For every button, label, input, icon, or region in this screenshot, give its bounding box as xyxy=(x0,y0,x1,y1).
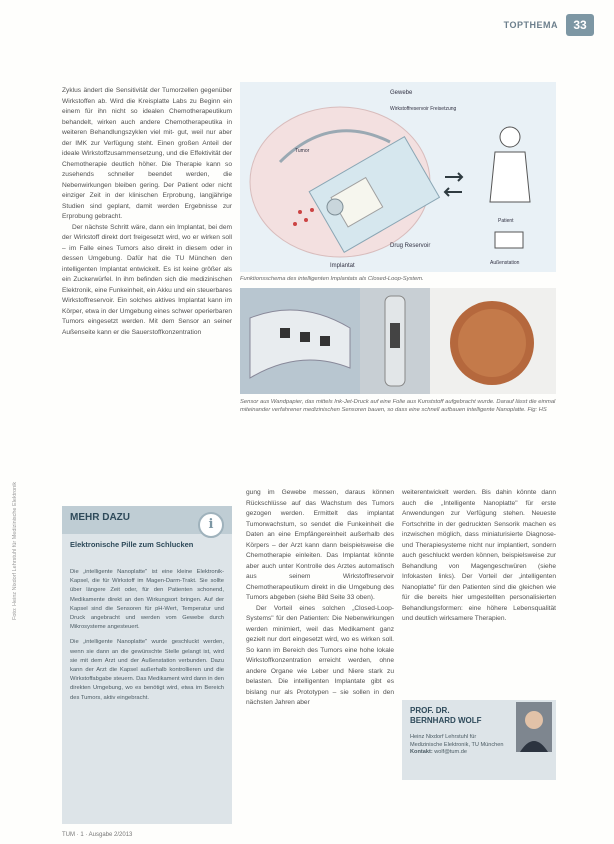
paragraph: Der nächste Schritt wäre, dann ein Implantat, bei dem der Wirkstoff direkt dort freigesetzt wird, wo er wirken soll – im Falle eines Tumors also direkt in diesem oder in dessen Umgebung. Dafür hat die TU München den intelligenten Implantat entwickelt. Es ist keine größer als ein Zuckerwürfel. In ihm befinden sich die medizinischen Elektronik, eine Funkeinheit, ein Akku und ein steuerbares Wirkstoffreservoir. Ein solches aktives Implantat kann im Körper, etwa in der Umgebung eines schwer operierbaren Tumors eingesetzt werden. Mit dem Sensor an seiner Außenseite kann er die Sauerstoffkonzentration xyxy=(62,223,232,336)
section-label: TOPTHEMA xyxy=(503,20,558,30)
article-column-3 xyxy=(402,488,556,672)
diagram-label-patient: Patient xyxy=(498,218,514,224)
paragraph: gung im Gewebe messen, daraus können Rückschlüsse auf das Wachstum des Tumors gezogen werden. Ermittelt das implantat Tumorwachstum, so sendet die Funkeinheit die Daten an eine Empfängereinheit außerhalb des Körpers – der Arzt kann dann beispielsweise die Chemotherapie einleiten. Das Implantat könnte aber auch unter Kontrolle des Arztes automatisch aus seinem Wirkstoffreservoir Chemotherapeutikum direkt in die Umgebung des Tumors abgeben (siehe Bild Seite 33 oben). xyxy=(246,489,394,601)
diagram-label-top: Gewebe xyxy=(390,90,413,96)
info-box-text xyxy=(70,568,224,709)
page-number-badge: 33 xyxy=(566,14,594,36)
diagram-label-tumor: Tumor xyxy=(295,148,310,154)
author-photo xyxy=(516,702,552,752)
sensor-photos-svg xyxy=(240,288,556,394)
author-details xyxy=(410,734,510,757)
author-title: PROF. DR. xyxy=(410,706,450,715)
figure-2-caption: Sensor aus Wandpapier, das mittels Ink-Jet-Druck auf eine Folie aus Kunststoff aufgebracht wurde. Darauf lässt die einmal miteinander verfahrener medizinischen Sensoren bauen, so dass eine schnell aufbauen intelligente Nanoplatte. Fig: HS xyxy=(240,399,556,413)
sensor-photos xyxy=(240,288,556,394)
figure-1-caption: Funktionsschema des intelligenten Implantats als Closed-Loop-System. xyxy=(240,276,424,282)
diagram-label-drug: Drug Reservoir xyxy=(390,243,431,249)
article-column-2 xyxy=(246,488,394,828)
info-icon: i xyxy=(198,512,224,538)
paragraph: Zyklus ändert die Sensitivität der Tumorzellen gegenüber Wirkstoffen ab. Wird die Kreisplatte Labs zu Beginn ein einem für ihn nicht so idealen Chemotherapeutikum behandelt, wirken auch andere Chemotherapeutika in weiteren Behandlungszyklen viel mit- gut, weil nur aber der IMK zur Verfügung steht. Einen großen Anteil der ideale Wirkstoffzusammensetzung, und die Effektivität der Chemotherapie deutlich höher. Die Therapie kann so zusehends schneller beendet werden, die Nebenwirkungen bleiben gering. Der Patient oder nicht einziger Zeit in der klinischen Erprobung, langjährige Studien sind geplant, damit werden Ergebnisse zur Erprobung gebracht. xyxy=(62,87,232,220)
diagram-label-bottom: Implantat xyxy=(330,263,355,269)
paragraph: weiterentwickelt werden. Bis dahin könnte dann auch die „Intelligente Nanoplatte" für erste Anwendungen zur Verfügung stehen. Neueste Fortschritte in der gedruckten Sensorik machen es inzwischen möglich, dass miniaturisierte Diagnose- und Therapiesysteme nicht nur implantiert, sondern auch geschluckt werden können, beispielsweise zur Behandlung von Magengeschwüren (siehe Infokasten links). Der Vorteil der „intelligenten Nanoplatte" für den Patienten sind die gleichen wie für die bereits hier umgestellten personalisierten Behandlungsformen: eine höhere Lebensqualität und deutlich wirksamere Therapien. xyxy=(402,489,556,622)
paragraph: Der Vorteil eines solchen „Closed-Loop-Systems" für den Patienten: Die Nebenwirkungen werden minimiert, weil das Medikament ganz gezielt nur dort eingesetzt wird, wo es wirken soll. So kann im Bereich des Tumors eine hohe lokale Wirkstoffkonzentration erreicht werden, ohne andere Organe wie Leber und Niere stark zu belasten. Die intelligenten Implantate gibt es bislang nur als Prototypen – sie sollen in den nächsten Jahren aber xyxy=(246,604,394,706)
page-footer: TUM · 1 · Ausgabe 2/2013 xyxy=(62,832,133,838)
author-contact[interactable]: wolf@tum.de xyxy=(434,749,467,756)
implant-diagram-svg xyxy=(240,82,556,272)
info-box-title: MEHR DAZU xyxy=(70,512,130,523)
author-affiliation: Heinz Nixdorf Lehrstuhl für Medizinische Elektronik, TU München xyxy=(410,734,504,748)
author-name xyxy=(410,706,482,726)
article-column-1 xyxy=(62,86,232,506)
info-paragraph: Die „intelligente Nanoplatte" ist eine kleine Elektronik-Kapsel, die für Wirkstoff im Magen-Darm-Trakt. Sie sollte über längere Zeit oder, für den Patienten schonend, Medikamente direkt an den Wirkungsort bringen. Auf der Kapsel sind die Sensoren für pH-Wert, Temperatur und Druck angebracht und werden vom Gewebe durch Mikrosysteme angesteuert. xyxy=(70,569,224,631)
author-portrait-svg xyxy=(516,702,552,752)
info-box-subtitle: Elektronische Pille zum Schlucken xyxy=(70,540,194,549)
author-box xyxy=(402,700,556,780)
diagram-label-reservoir: Wirkstoffreservoir Freisetzung xyxy=(390,106,457,112)
author-contact-label: Kontakt: xyxy=(410,749,433,756)
side-photo-credit: Foto: Heinz Nixdorf Lehrstuhl für Medizinische Elektronik xyxy=(12,481,18,620)
info-paragraph: Die „intelligente Nanoplatte" wurde geschluckt werden, wenn sie dann an die gewünschte Stelle gelangt ist, wird sie mit dem Arzt und der Außenstation verbunden. Dazu kann der Arzt die Kapsel außerhalb kontrollieren und die Wirkstoffabgabe steuern. Das Medikament wird dann in den direkten Umgebung, wo es benötigt wird, etwa im Bereich des Tumors, aktiv eingebracht. xyxy=(70,639,224,701)
info-box xyxy=(62,506,232,824)
diagram-label-receiver: Außenstation xyxy=(490,260,520,266)
author-fullname: BERNHARD WOLF xyxy=(410,716,482,725)
implant-diagram xyxy=(240,82,556,272)
